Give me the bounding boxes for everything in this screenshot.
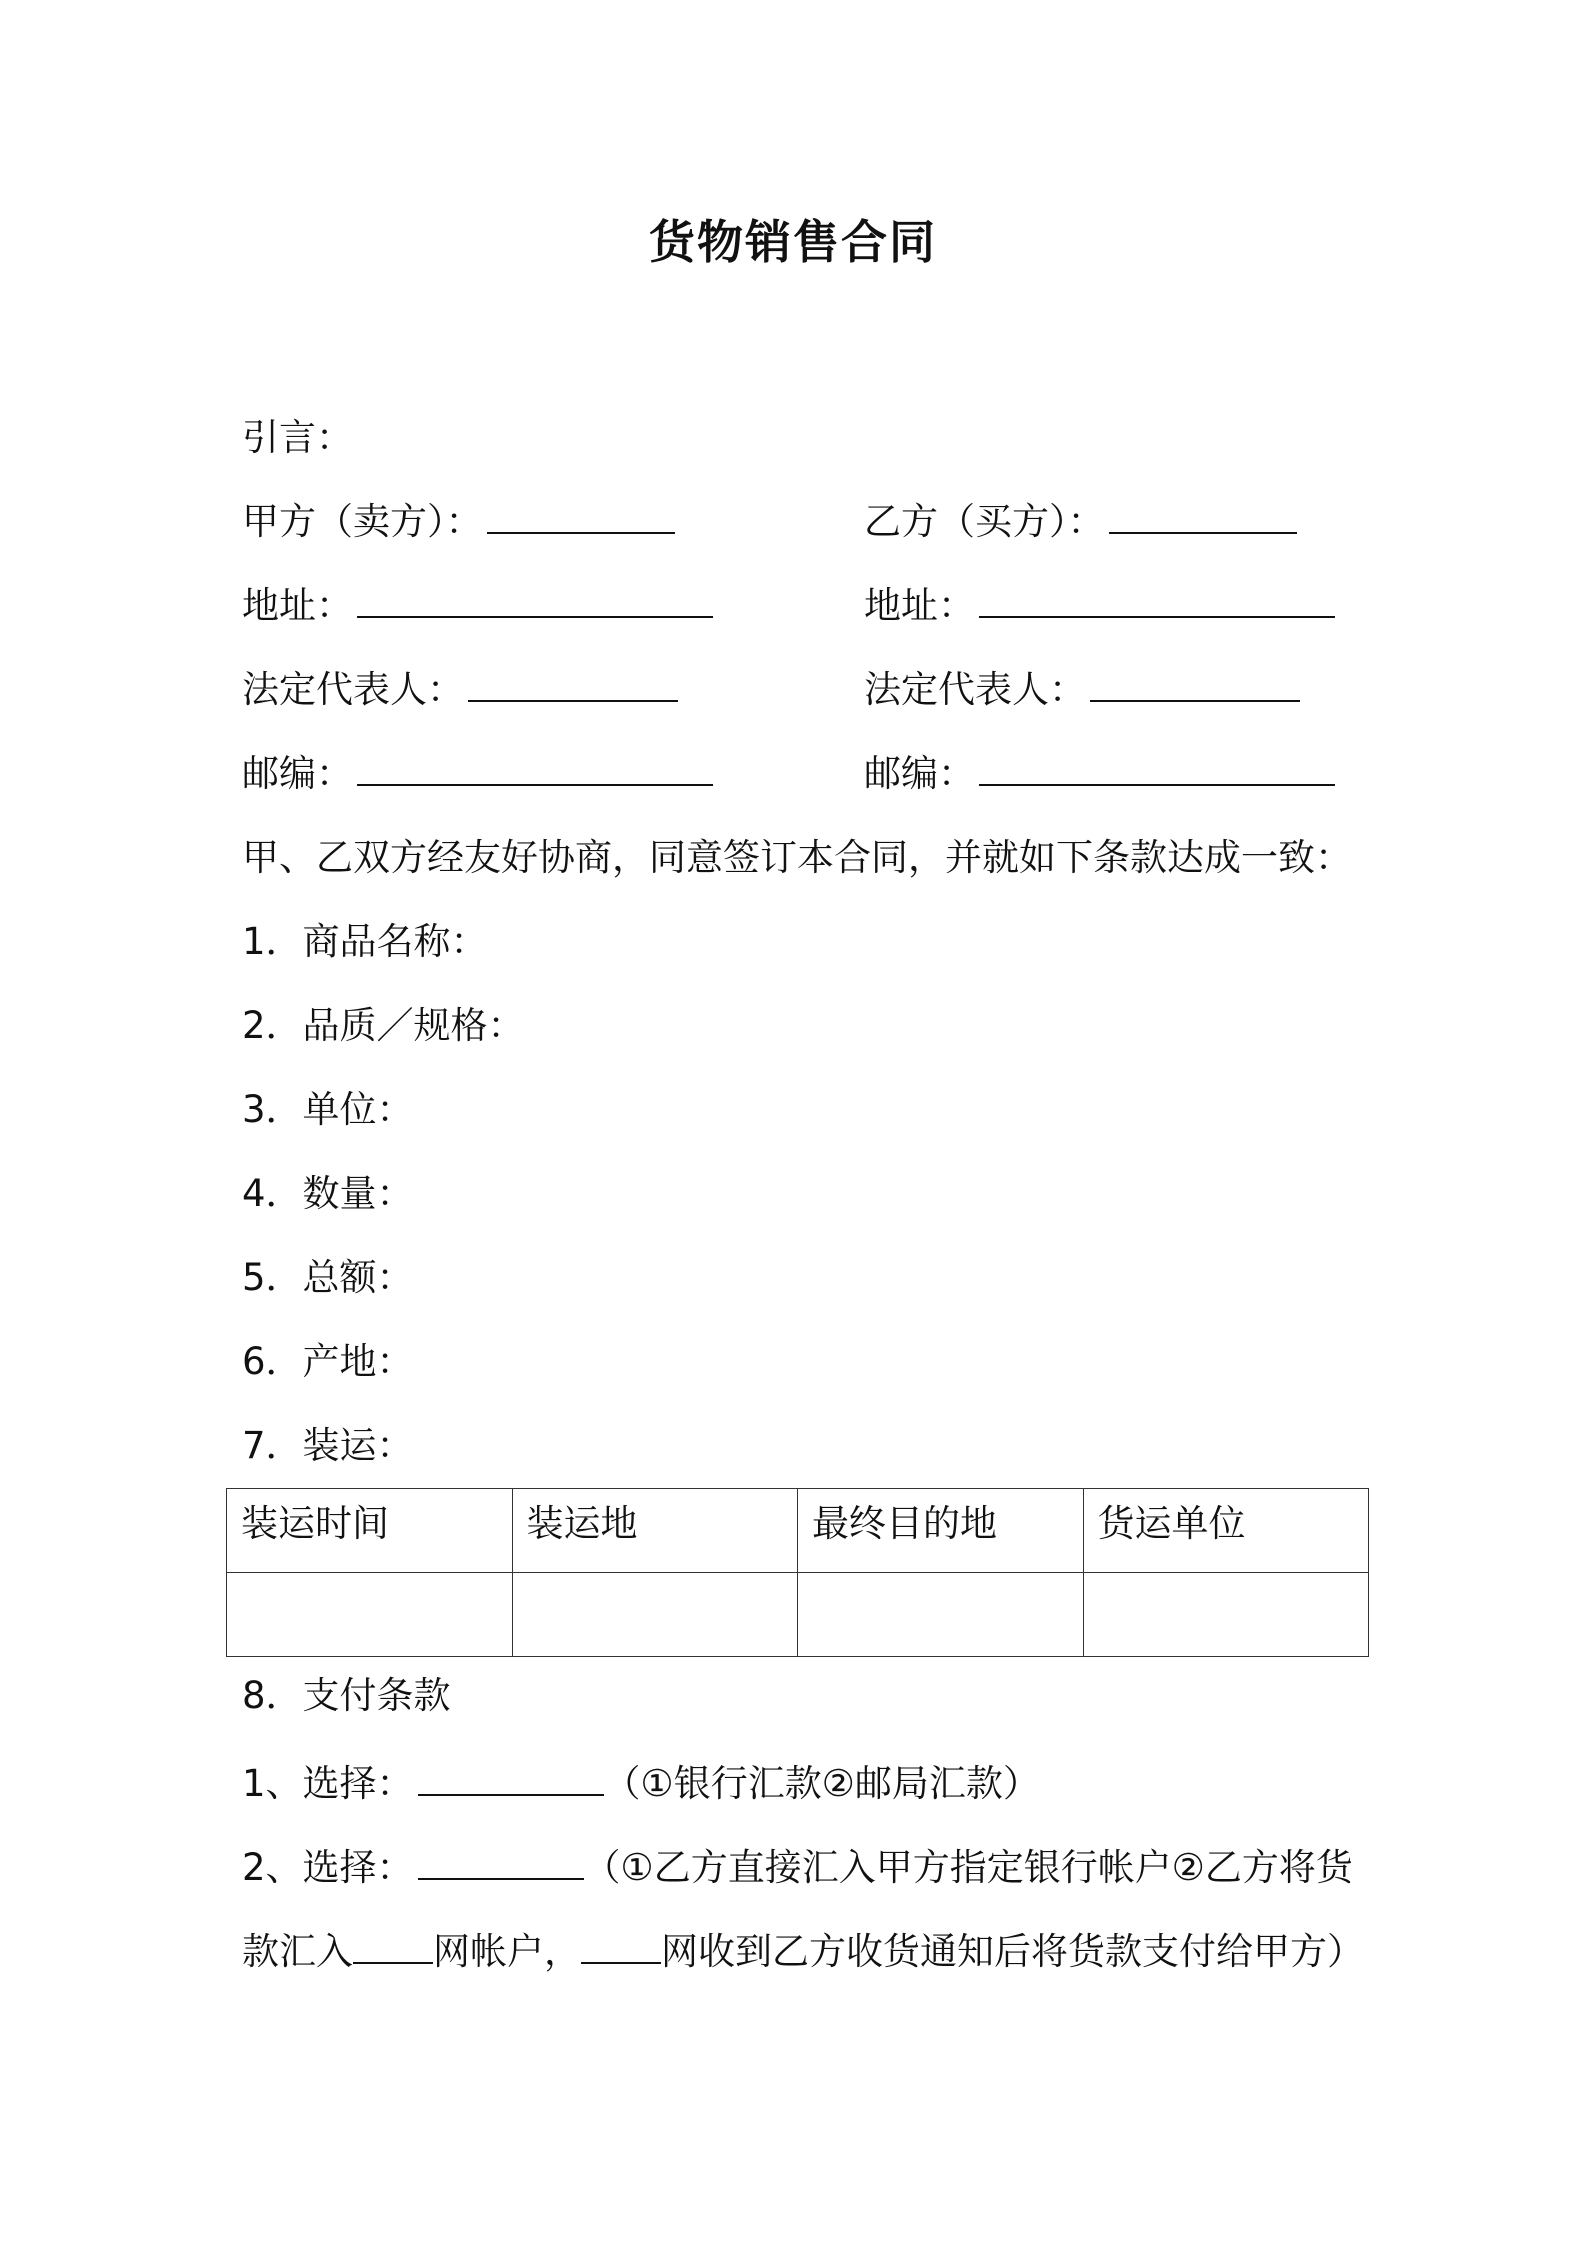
table-cell[interactable] bbox=[512, 1573, 798, 1657]
address-b-blank[interactable] bbox=[979, 582, 1335, 618]
payment-option-2-line2-b: 网帐户， bbox=[433, 1930, 581, 1973]
party-a-label: 甲方（卖方）： bbox=[242, 500, 483, 543]
payment-option-1-suffix: （①银行汇款②邮局汇款） bbox=[603, 1762, 1040, 1805]
payment-option-2 bbox=[242, 1842, 1353, 1894]
bank-network-blank-1[interactable] bbox=[353, 1928, 433, 1964]
party-b-row bbox=[864, 496, 1297, 548]
table-row bbox=[227, 1573, 1369, 1657]
payment-option-2-line2-a: 款汇入 bbox=[242, 1930, 353, 1973]
payment-option-1-prefix: 1、选择： bbox=[242, 1762, 414, 1805]
table-header-cell: 装运时间 bbox=[227, 1489, 513, 1573]
table-header-cell: 装运地 bbox=[512, 1489, 798, 1573]
document-title: 货物销售合同 bbox=[649, 215, 937, 269]
clause-item: 7．装运： bbox=[242, 1424, 414, 1467]
payment-heading: 8．支付条款 bbox=[242, 1674, 451, 1717]
table-cell[interactable] bbox=[1083, 1573, 1369, 1657]
clause-item: 3．单位： bbox=[242, 1088, 414, 1131]
table-cell[interactable] bbox=[798, 1573, 1084, 1657]
party-a-row bbox=[242, 496, 675, 548]
agreement-text: 甲、乙双方经友好协商，同意签订本合同，并就如下条款达成一致： bbox=[242, 836, 1352, 879]
zip-b-row bbox=[864, 748, 1335, 800]
zip-a-label: 邮编： bbox=[242, 752, 353, 795]
address-a-row bbox=[242, 580, 713, 632]
clause-item: 2．品质／规格： bbox=[242, 1004, 525, 1047]
address-a-label: 地址： bbox=[242, 584, 353, 627]
payment-option-2-suffix: （①乙方直接汇入甲方指定银行帐户②乙方将货 bbox=[583, 1846, 1353, 1889]
table-header-cell: 货运单位 bbox=[1083, 1489, 1369, 1573]
clause-item: 4．数量： bbox=[242, 1172, 414, 1215]
party-a-blank[interactable] bbox=[487, 498, 675, 534]
rep-a-blank[interactable] bbox=[468, 666, 678, 702]
shipping-table bbox=[226, 1488, 1369, 1657]
party-b-blank[interactable] bbox=[1109, 498, 1297, 534]
clause-item: 1．商品名称： bbox=[242, 920, 488, 963]
payment-option-2-line2-c: 网收到乙方收货通知后将货款支付给甲方） bbox=[661, 1930, 1364, 1973]
rep-a-row bbox=[242, 664, 678, 716]
payment-option-2-continued bbox=[242, 1926, 1364, 1978]
table-header-row bbox=[227, 1489, 1369, 1573]
bank-network-blank-2[interactable] bbox=[581, 1928, 661, 1964]
table-cell[interactable] bbox=[227, 1573, 513, 1657]
clause-item: 6．产地： bbox=[242, 1340, 414, 1383]
payment-option-2-prefix: 2、选择： bbox=[242, 1846, 414, 1889]
payment-option-1 bbox=[242, 1758, 1040, 1810]
address-b-row bbox=[864, 580, 1335, 632]
intro-label: 引言： bbox=[242, 416, 353, 459]
rep-b-label: 法定代表人： bbox=[864, 668, 1086, 711]
address-b-label: 地址： bbox=[864, 584, 975, 627]
table-header-cell: 最终目的地 bbox=[798, 1489, 1084, 1573]
payment-option-2-blank[interactable] bbox=[418, 1844, 584, 1880]
rep-b-blank[interactable] bbox=[1090, 666, 1300, 702]
clause-item: 5．总额： bbox=[242, 1256, 414, 1299]
rep-b-row bbox=[864, 664, 1300, 716]
party-b-label: 乙方（买方）： bbox=[864, 500, 1105, 543]
zip-b-blank[interactable] bbox=[979, 750, 1335, 786]
payment-option-1-blank[interactable] bbox=[418, 1760, 604, 1796]
zip-a-blank[interactable] bbox=[357, 750, 713, 786]
address-a-blank[interactable] bbox=[357, 582, 713, 618]
zip-b-label: 邮编： bbox=[864, 752, 975, 795]
zip-a-row bbox=[242, 748, 713, 800]
rep-a-label: 法定代表人： bbox=[242, 668, 464, 711]
